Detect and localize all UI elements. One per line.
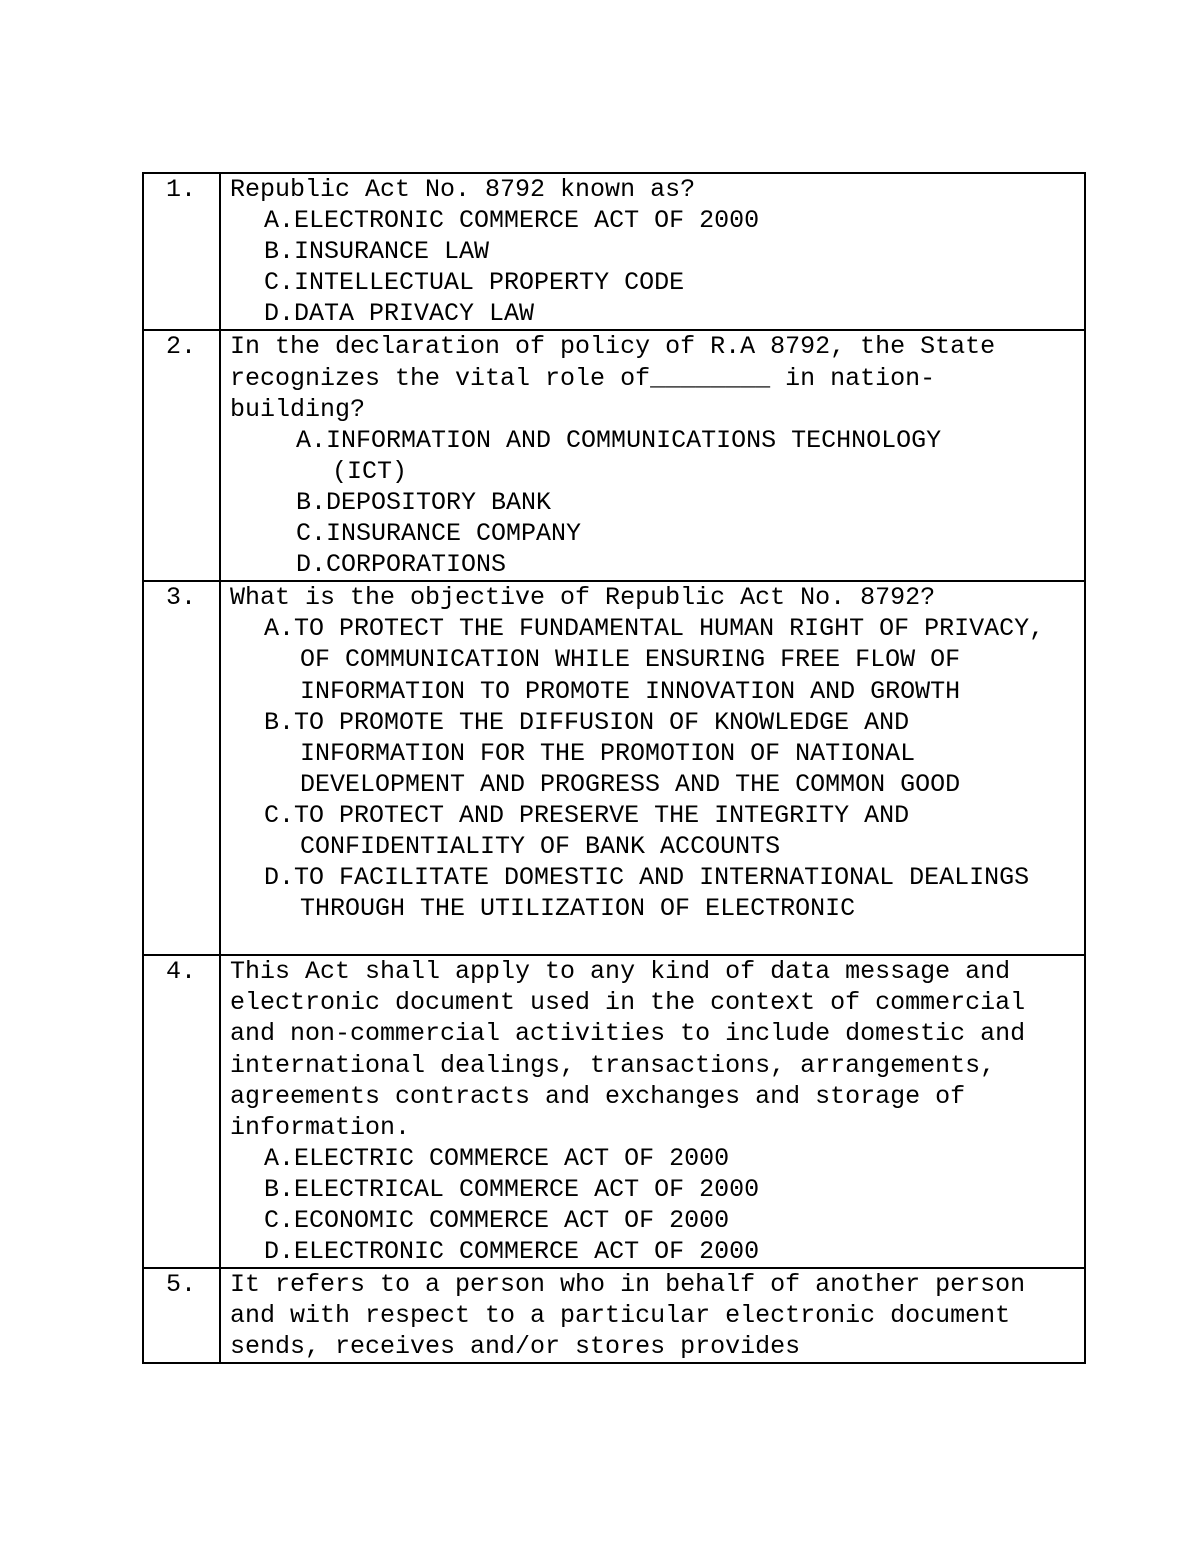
option-item (230, 267, 1080, 298)
question-number: 2. (143, 330, 220, 581)
option-text: INSURANCE COMPANY (326, 519, 582, 549)
option-letter: B. (264, 237, 295, 267)
option-text: ELECTRONIC COMMERCE ACT OF 2000 (294, 1237, 760, 1267)
option-text: ELECTRONIC COMMERCE ACT OF 2000 (294, 206, 760, 236)
question-text: What is the objective of Republic Act No. 8792? (230, 583, 936, 613)
option-letter: B. (264, 1174, 295, 1204)
question-text: In the declaration of policy of R.A 8792, the State recognizes the vital role of________ in nation-building? (230, 332, 996, 424)
question-number: 1. (143, 173, 220, 330)
option-item (230, 205, 1080, 236)
option-item (230, 1174, 1080, 1205)
option-item (230, 800, 1080, 862)
option-letter: B. (264, 707, 295, 737)
option-letter: B. (296, 487, 327, 517)
option-list (230, 613, 1080, 924)
question-text: It refers to a person who in behalf of another person and with respect to a particular electronic document sends, receives and/or stores provides (230, 1270, 1026, 1362)
option-letter: D. (264, 1237, 295, 1267)
option-text: ECONOMIC COMMERCE ACT OF 2000 (294, 1205, 730, 1235)
option-letter: A. (264, 206, 295, 236)
option-item (230, 1143, 1080, 1174)
option-item (230, 613, 1080, 706)
option-item (230, 862, 1080, 924)
option-list (230, 1143, 1080, 1267)
question-cell (220, 955, 1085, 1268)
option-letter: C. (264, 1205, 295, 1235)
option-letter: A. (264, 1143, 295, 1173)
option-item (230, 1236, 1080, 1267)
option-item (230, 518, 1080, 549)
question-row (143, 173, 1085, 330)
question-number: 3. (143, 581, 220, 955)
option-text: ELECTRIC COMMERCE ACT OF 2000 (294, 1143, 730, 1173)
question-number: 4. (143, 955, 220, 1268)
option-list (230, 425, 1080, 580)
question-number: 5. (143, 1268, 220, 1363)
option-text: INSURANCE LAW (294, 237, 490, 267)
question-text: This Act shall apply to any kind of data message and electronic document used in the context of commercial and non-commercial activities to include domestic and international dealings, transactions, arrangements, agreements contracts and exchanges and storage of information. (230, 957, 1026, 1142)
quiz-table (142, 172, 1086, 1364)
option-letter: D. (264, 299, 295, 329)
option-item (230, 487, 1080, 518)
question-cell (220, 330, 1085, 581)
option-item (230, 1205, 1080, 1236)
option-text: ELECTRICAL COMMERCE ACT OF 2000 (294, 1174, 760, 1204)
option-item (230, 236, 1080, 267)
option-letter: D. (296, 550, 327, 580)
option-list (230, 205, 1080, 329)
option-letter: A. (296, 425, 327, 455)
option-text: CORPORATIONS (326, 550, 507, 580)
question-row (143, 955, 1085, 1268)
option-letter: C. (264, 268, 295, 298)
question-row (143, 581, 1085, 955)
option-item (230, 549, 1080, 580)
option-text: INTELLECTUAL PROPERTY CODE (294, 268, 685, 298)
question-row (143, 330, 1085, 581)
option-text: TO PROMOTE THE DIFFUSION OF KNOWLEDGE AND INFORMATION FOR THE PROMOTION OF NATIONAL DEVELOPMENT AND PROGRESS AND THE COMMON GOOD (294, 707, 961, 799)
question-cell (220, 1268, 1085, 1363)
option-item (230, 298, 1080, 329)
option-letter: A. (264, 614, 295, 644)
option-item (230, 707, 1080, 800)
question-text: Republic Act No. 8792 known as? (230, 175, 696, 204)
option-text: TO PROTECT THE FUNDAMENTAL HUMAN RIGHT OF PRIVACY, OF COMMUNICATION WHILE ENSURING FREE FLOW OF INFORMATION TO PROMOTE INNOVATION AND GROWTH (294, 614, 1045, 706)
option-letter: C. (264, 800, 295, 830)
option-text: TO PROTECT AND PRESERVE THE INTEGRITY AND CONFIDENTIALITY OF BANK ACCOUNTS (294, 800, 910, 861)
option-letter: C. (296, 519, 327, 549)
option-text: DEPOSITORY BANK (326, 487, 552, 517)
option-text: DATA PRIVACY LAW (294, 299, 535, 329)
option-item (230, 425, 1080, 487)
option-text: INFORMATION AND COMMUNICATIONS TECHNOLOGY (ICT) (326, 425, 942, 486)
question-cell (220, 581, 1085, 955)
option-text: TO FACILITATE DOMESTIC AND INTERNATIONAL DEALINGS THROUGH THE UTILIZATION OF ELECTRONIC (294, 863, 1030, 924)
option-letter: D. (264, 863, 295, 893)
question-row (143, 1268, 1085, 1363)
question-cell (220, 173, 1085, 330)
